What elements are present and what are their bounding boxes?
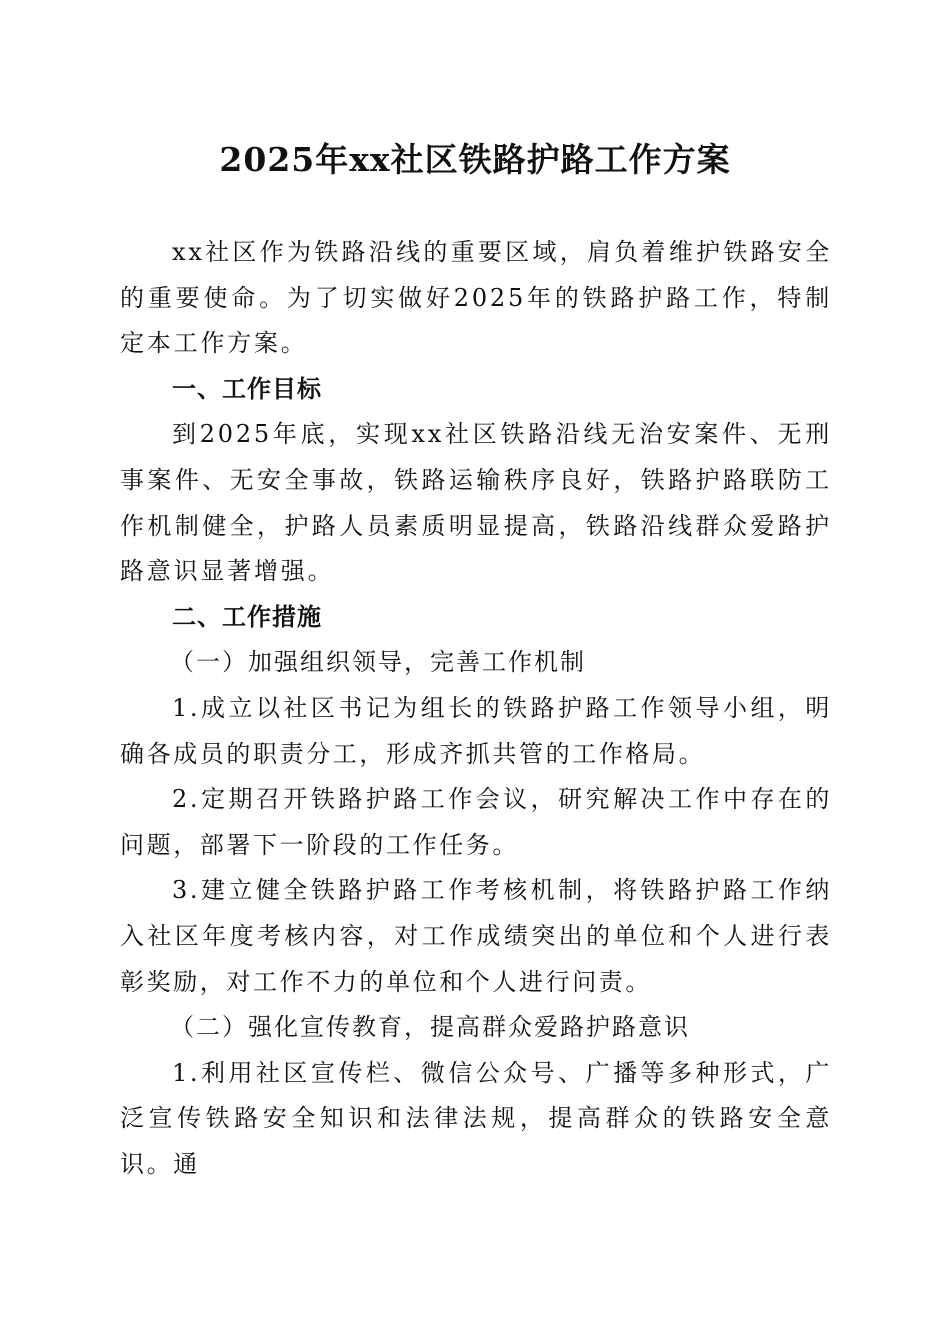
measure-item: 2.定期召开铁路护路工作会议，研究解决工作中存在的问题，部署下一阶段的工作任务。 — [120, 785, 832, 859]
intro-paragraph: xx社区作为铁路沿线的重要区域，肩负着维护铁路安全的重要使命。为了切实做好2025年的铁路护路工作，特制定本工作方案。 — [120, 238, 832, 358]
document-body — [120, 230, 832, 1187]
document-title: 2025年xx社区铁路护路工作方案 — [219, 140, 731, 179]
subsection-heading-organization: （一）加强组织领导，完善工作机制 — [170, 648, 586, 677]
subsection-heading-publicity: （二）强化宣传教育，提高群众爱路护路意识 — [170, 1013, 690, 1042]
section-heading-goals: 一、工作目标 — [172, 374, 322, 403]
measure-item: 1.成立以社区书记为组长的铁路护路工作领导小组，明确各成员的职责分工，形成齐抓共管的工作格局。 — [120, 693, 832, 768]
measure-item: 1.利用社区宣传栏、微信公众号、广播等多种形式，广泛宣传铁路安全知识和法律法规，提高群众的铁路安全意识。通 — [120, 1058, 832, 1178]
section-heading-measures: 二、工作措施 — [172, 602, 322, 631]
goals-paragraph: 到2025年底，实现xx社区铁路沿线无治安案件、无刑事案件、无安全事故，铁路运输秩序良好，铁路护路联防工作机制健全，护路人员素质明显提高，铁路沿线群众爱路护路意识显著增强。 — [120, 420, 832, 586]
measure-item: 3.建立健全铁路护路工作考核机制，将铁路护路工作纳入社区年度考核内容，对工作成绩突出的单位和个人进行表彰奖励，对工作不力的单位和个人进行问责。 — [120, 876, 832, 996]
